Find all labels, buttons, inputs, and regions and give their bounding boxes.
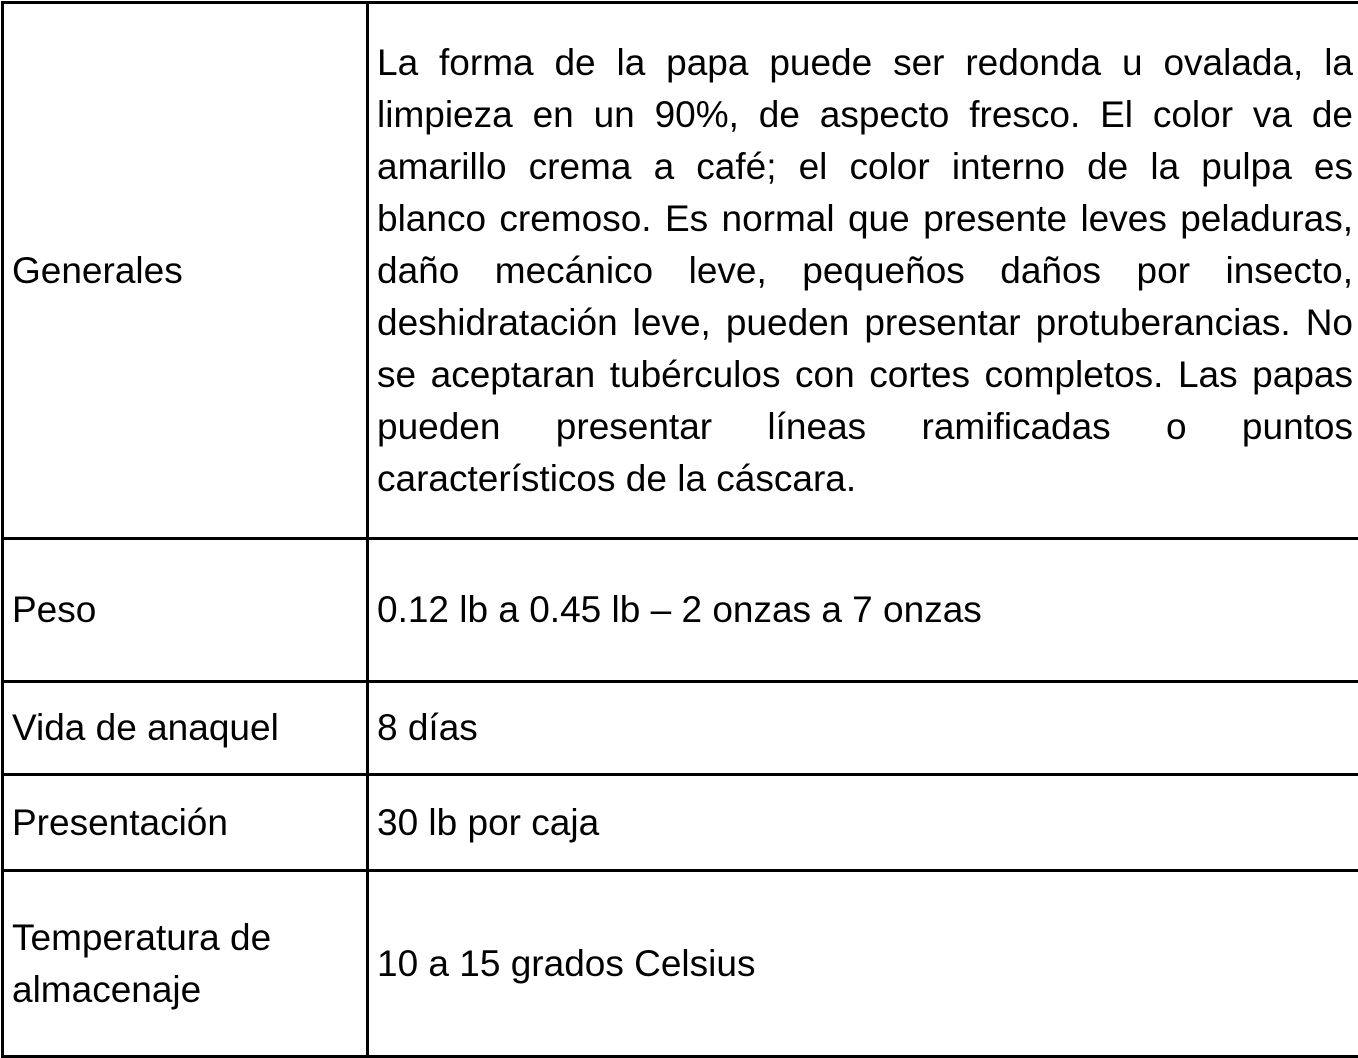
row-label-temperatura: Temperatura de almacenaje xyxy=(3,871,368,1057)
row-value-presentacion: 30 lb por caja xyxy=(368,775,1358,871)
row-label-generales: Generales xyxy=(3,3,368,539)
table-row-temperatura xyxy=(3,871,1358,1057)
row-value-peso: 0.12 lb a 0.45 lb – 2 onzas a 7 onzas xyxy=(368,539,1358,682)
row-label-presentacion: Presentación xyxy=(3,775,368,871)
row-label-peso: Peso xyxy=(3,539,368,682)
row-value-temperatura: 10 a 15 grados Celsius xyxy=(368,871,1358,1057)
table-row-presentacion xyxy=(3,775,1358,871)
row-label-vida-de-anaquel: Vida de anaquel xyxy=(3,682,368,775)
specification-table xyxy=(1,1,1358,1058)
table-row-generales xyxy=(3,3,1358,539)
row-value-generales: La forma de la papa puede ser redonda u ovalada, la limpieza en un 90%, de aspecto fresco. El color va de amarillo crema a café; el color interno de la pulpa es blanco cremoso. Es normal que presente leves peladuras, daño mecánico leve, pequeños daños por insecto, deshidratación leve, pueden presentar protuberancias. No se aceptaran tubérculos con cortes completos. Las papas pueden presentar líneas ramificadas o puntos característicos de la cáscara. xyxy=(368,3,1358,539)
row-value-vida-de-anaquel: 8 días xyxy=(368,682,1358,775)
table-row-vida-de-anaquel xyxy=(3,682,1358,775)
table-row-peso xyxy=(3,539,1358,682)
